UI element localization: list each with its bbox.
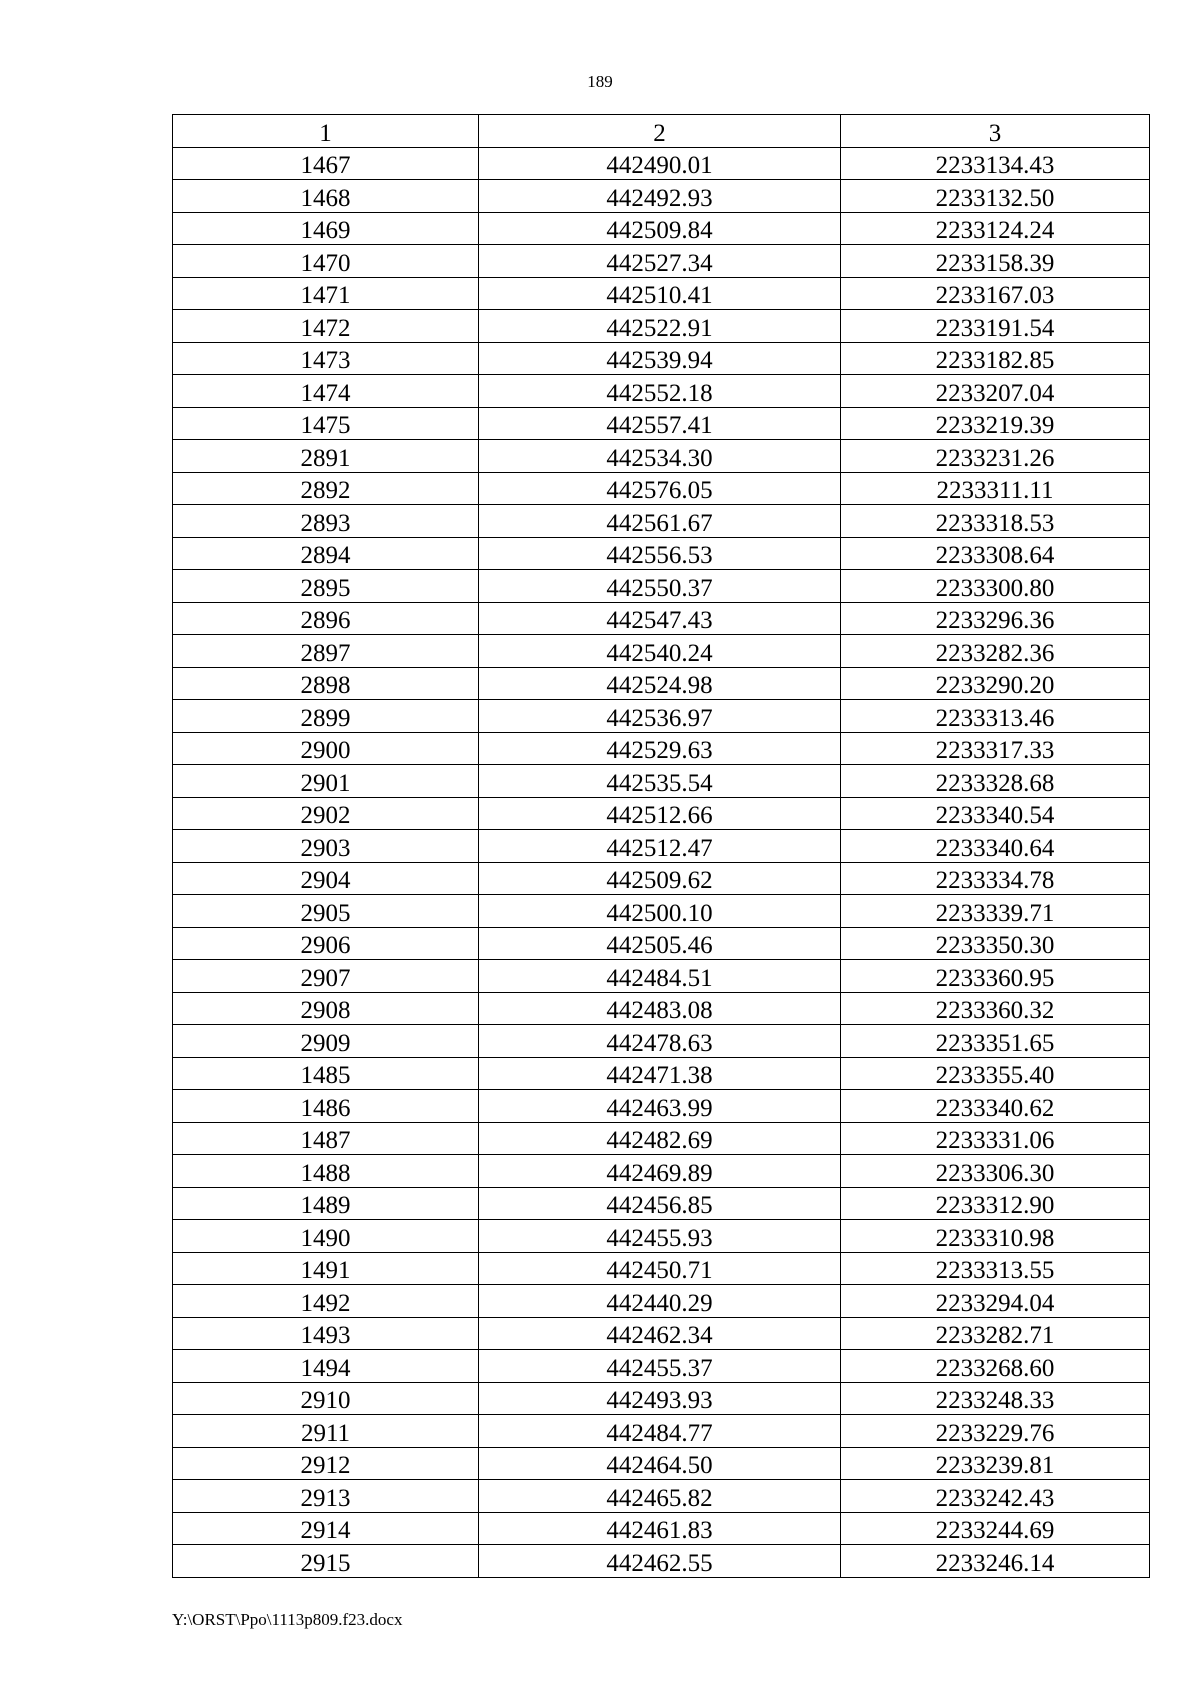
point-number-cell: 2894 [173,537,479,570]
column-header: 2 [479,115,841,148]
point-number-cell: 2902 [173,797,479,830]
table-row [173,1415,1150,1448]
point-number-cell: 1485 [173,1057,479,1090]
y-coordinate-cell: 2233340.54 [841,797,1150,830]
y-coordinate-cell: 2233355.40 [841,1057,1150,1090]
point-number-cell: 2911 [173,1415,479,1448]
y-coordinate-cell: 2233310.98 [841,1220,1150,1253]
table-row [173,472,1150,505]
x-coordinate-cell: 442465.82 [479,1480,841,1513]
point-number-cell: 1493 [173,1317,479,1350]
y-coordinate-cell: 2233229.76 [841,1415,1150,1448]
point-number-cell: 1472 [173,310,479,343]
table-row [173,1057,1150,1090]
table-row [173,1025,1150,1058]
x-coordinate-cell: 442524.98 [479,667,841,700]
footer-file-path: Y:\ORST\Ppo\1113p809.f23.docx [172,1610,403,1629]
y-coordinate-cell: 2233313.55 [841,1252,1150,1285]
y-coordinate-cell: 2233311.11 [841,472,1150,505]
table-row [173,212,1150,245]
point-number-cell: 2906 [173,927,479,960]
table-row [173,1545,1150,1578]
table-row [173,765,1150,798]
column-header: 3 [841,115,1150,148]
y-coordinate-cell: 2233350.30 [841,927,1150,960]
x-coordinate-cell: 442455.37 [479,1350,841,1383]
table-row [173,927,1150,960]
point-number-cell: 1490 [173,1220,479,1253]
point-number-cell: 2900 [173,732,479,765]
page-number: 189 [587,72,613,91]
point-number-cell: 2904 [173,862,479,895]
point-number-cell: 2895 [173,570,479,603]
table-row [173,992,1150,1025]
table-row [173,310,1150,343]
table-row [173,1155,1150,1188]
x-coordinate-cell: 442557.41 [479,407,841,440]
y-coordinate-cell: 2233182.85 [841,342,1150,375]
point-number-cell: 2907 [173,960,479,993]
table-row [173,1447,1150,1480]
y-coordinate-cell: 2233312.90 [841,1187,1150,1220]
point-number-cell: 1469 [173,212,479,245]
table-row [173,1350,1150,1383]
y-coordinate-cell: 2233282.71 [841,1317,1150,1350]
x-coordinate-cell: 442536.97 [479,700,841,733]
x-coordinate-cell: 442552.18 [479,375,841,408]
point-number-cell: 2901 [173,765,479,798]
x-coordinate-cell: 442483.08 [479,992,841,1025]
y-coordinate-cell: 2233244.69 [841,1512,1150,1545]
y-coordinate-cell: 2233308.64 [841,537,1150,570]
point-number-cell: 1468 [173,180,479,213]
x-coordinate-cell: 442490.01 [479,147,841,180]
x-coordinate-cell: 442456.85 [479,1187,841,1220]
table-row [173,1090,1150,1123]
y-coordinate-cell: 2233282.36 [841,635,1150,668]
table-row [173,1480,1150,1513]
point-number-cell: 2903 [173,830,479,863]
table-row [173,537,1150,570]
table-row [173,1252,1150,1285]
table-row [173,147,1150,180]
y-coordinate-cell: 2233340.64 [841,830,1150,863]
table-row [173,1220,1150,1253]
x-coordinate-cell: 442484.77 [479,1415,841,1448]
table-row [173,407,1150,440]
x-coordinate-cell: 442455.93 [479,1220,841,1253]
table-row [173,830,1150,863]
table-row [173,570,1150,603]
point-number-cell: 2914 [173,1512,479,1545]
table-row [173,667,1150,700]
x-coordinate-cell: 442462.34 [479,1317,841,1350]
y-coordinate-cell: 2233340.62 [841,1090,1150,1123]
coordinates-table [172,114,1150,1578]
y-coordinate-cell: 2233124.24 [841,212,1150,245]
point-number-cell: 2891 [173,440,479,473]
y-coordinate-cell: 2233317.33 [841,732,1150,765]
y-coordinate-cell: 2233360.32 [841,992,1150,1025]
y-coordinate-cell: 2233296.36 [841,602,1150,635]
y-coordinate-cell: 2233239.81 [841,1447,1150,1480]
x-coordinate-cell: 442527.34 [479,245,841,278]
y-coordinate-cell: 2233331.06 [841,1122,1150,1155]
x-coordinate-cell: 442540.24 [479,635,841,668]
y-coordinate-cell: 2233313.46 [841,700,1150,733]
table-row [173,277,1150,310]
x-coordinate-cell: 442522.91 [479,310,841,343]
x-coordinate-cell: 442547.43 [479,602,841,635]
x-coordinate-cell: 442561.67 [479,505,841,538]
y-coordinate-cell: 2233334.78 [841,862,1150,895]
y-coordinate-cell: 2233158.39 [841,245,1150,278]
point-number-cell: 2908 [173,992,479,1025]
table-row [173,375,1150,408]
table-row [173,1317,1150,1350]
table-row [173,635,1150,668]
x-coordinate-cell: 442450.71 [479,1252,841,1285]
column-header: 1 [173,115,479,148]
y-coordinate-cell: 2233246.14 [841,1545,1150,1578]
y-coordinate-cell: 2233134.43 [841,147,1150,180]
x-coordinate-cell: 442478.63 [479,1025,841,1058]
point-number-cell: 1470 [173,245,479,278]
point-number-cell: 1471 [173,277,479,310]
point-number-cell: 2893 [173,505,479,538]
table-row [173,180,1150,213]
x-coordinate-cell: 442492.93 [479,180,841,213]
table-row [173,440,1150,473]
x-coordinate-cell: 442512.66 [479,797,841,830]
x-coordinate-cell: 442509.84 [479,212,841,245]
point-number-cell: 2892 [173,472,479,505]
point-number-cell: 2910 [173,1382,479,1415]
y-coordinate-cell: 2233290.20 [841,667,1150,700]
x-coordinate-cell: 442556.53 [479,537,841,570]
x-coordinate-cell: 442535.54 [479,765,841,798]
table-row [173,245,1150,278]
x-coordinate-cell: 442509.62 [479,862,841,895]
x-coordinate-cell: 442469.89 [479,1155,841,1188]
table-row [173,797,1150,830]
x-coordinate-cell: 442510.41 [479,277,841,310]
y-coordinate-cell: 2233328.68 [841,765,1150,798]
point-number-cell: 2905 [173,895,479,928]
point-number-cell: 2912 [173,1447,479,1480]
point-number-cell: 2913 [173,1480,479,1513]
x-coordinate-cell: 442505.46 [479,927,841,960]
point-number-cell: 2909 [173,1025,479,1058]
table-row [173,1512,1150,1545]
y-coordinate-cell: 2233231.26 [841,440,1150,473]
y-coordinate-cell: 2233207.04 [841,375,1150,408]
x-coordinate-cell: 442462.55 [479,1545,841,1578]
table-row [173,1382,1150,1415]
table-row [173,1285,1150,1318]
x-coordinate-cell: 442534.30 [479,440,841,473]
x-coordinate-cell: 442482.69 [479,1122,841,1155]
x-coordinate-cell: 442576.05 [479,472,841,505]
point-number-cell: 1491 [173,1252,479,1285]
table-row [173,732,1150,765]
table-header-row [173,115,1150,148]
y-coordinate-cell: 2233339.71 [841,895,1150,928]
y-coordinate-cell: 2233191.54 [841,310,1150,343]
y-coordinate-cell: 2233248.33 [841,1382,1150,1415]
y-coordinate-cell: 2233318.53 [841,505,1150,538]
y-coordinate-cell: 2233300.80 [841,570,1150,603]
y-coordinate-cell: 2233360.95 [841,960,1150,993]
x-coordinate-cell: 442440.29 [479,1285,841,1318]
point-number-cell: 2915 [173,1545,479,1578]
table-row [173,862,1150,895]
y-coordinate-cell: 2233351.65 [841,1025,1150,1058]
table-row [173,342,1150,375]
table-body [173,147,1150,1577]
y-coordinate-cell: 2233242.43 [841,1480,1150,1513]
point-number-cell: 1494 [173,1350,479,1383]
y-coordinate-cell: 2233167.03 [841,277,1150,310]
y-coordinate-cell: 2233306.30 [841,1155,1150,1188]
y-coordinate-cell: 2233268.60 [841,1350,1150,1383]
table-row [173,895,1150,928]
x-coordinate-cell: 442529.63 [479,732,841,765]
y-coordinate-cell: 2233132.50 [841,180,1150,213]
x-coordinate-cell: 442539.94 [479,342,841,375]
point-number-cell: 1487 [173,1122,479,1155]
x-coordinate-cell: 442471.38 [479,1057,841,1090]
table-row [173,602,1150,635]
x-coordinate-cell: 442484.51 [479,960,841,993]
point-number-cell: 1492 [173,1285,479,1318]
table-row [173,960,1150,993]
table-row [173,1122,1150,1155]
point-number-cell: 1475 [173,407,479,440]
table-row [173,1187,1150,1220]
x-coordinate-cell: 442461.83 [479,1512,841,1545]
point-number-cell: 1473 [173,342,479,375]
x-coordinate-cell: 442550.37 [479,570,841,603]
point-number-cell: 1489 [173,1187,479,1220]
point-number-cell: 2898 [173,667,479,700]
y-coordinate-cell: 2233219.39 [841,407,1150,440]
point-number-cell: 1486 [173,1090,479,1123]
x-coordinate-cell: 442464.50 [479,1447,841,1480]
point-number-cell: 1467 [173,147,479,180]
x-coordinate-cell: 442493.93 [479,1382,841,1415]
x-coordinate-cell: 442500.10 [479,895,841,928]
point-number-cell: 1488 [173,1155,479,1188]
point-number-cell: 2896 [173,602,479,635]
x-coordinate-cell: 442512.47 [479,830,841,863]
table-row [173,505,1150,538]
point-number-cell: 2899 [173,700,479,733]
table-row [173,700,1150,733]
point-number-cell: 2897 [173,635,479,668]
point-number-cell: 1474 [173,375,479,408]
y-coordinate-cell: 2233294.04 [841,1285,1150,1318]
x-coordinate-cell: 442463.99 [479,1090,841,1123]
